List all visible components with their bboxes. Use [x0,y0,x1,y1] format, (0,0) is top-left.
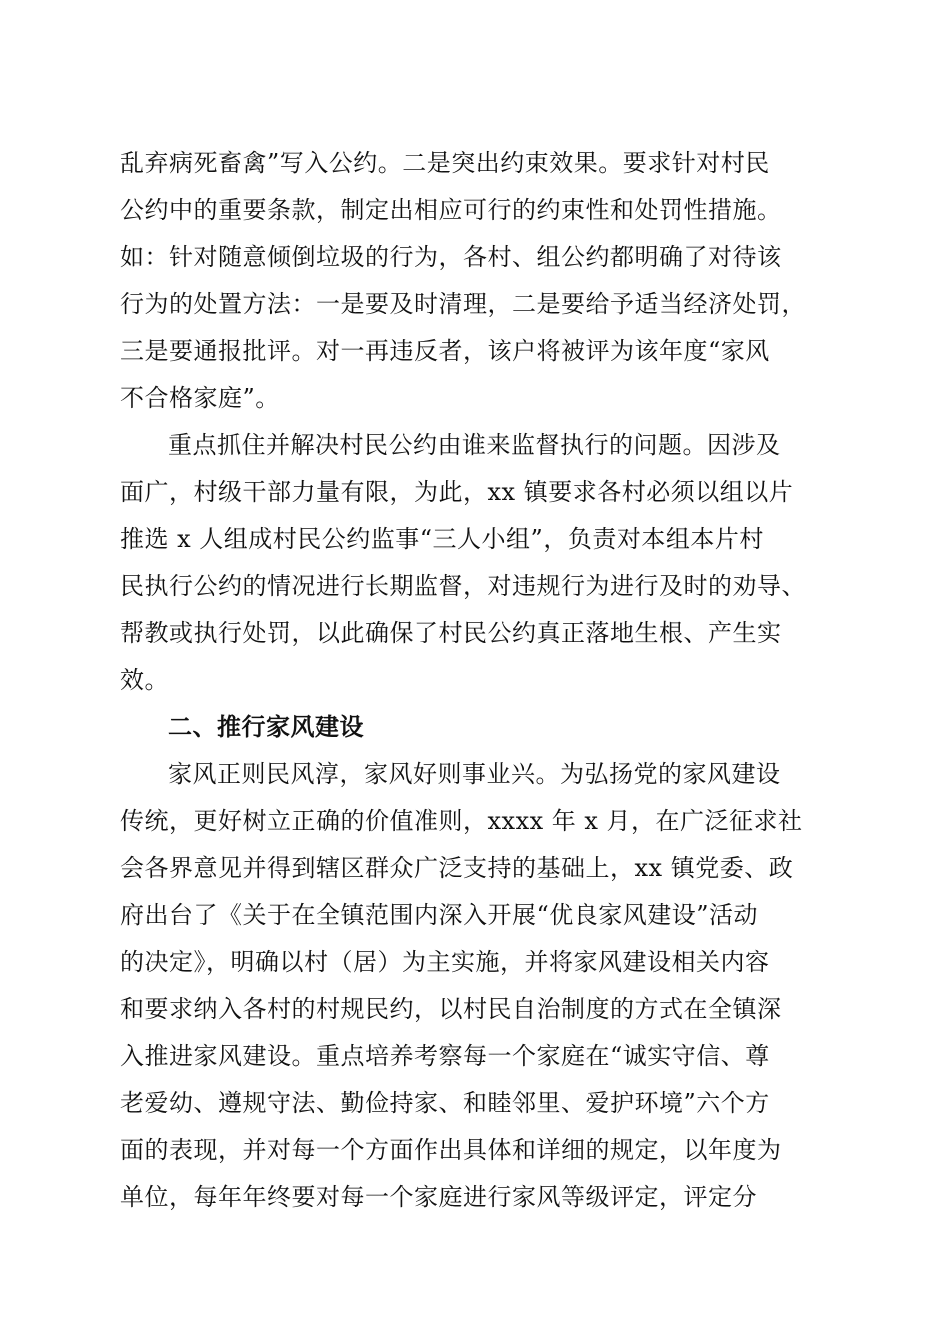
text-line: 入推进家风建设。重点培养考察每一个家庭在“诚实守信、尊 [120,1042,770,1070]
text-line: 如：针对随意倾倒垃圾的行为，各村、组公约都明确了对待该 [120,243,782,271]
text-line: 的决定》，明确以村（居）为主实施，并将家风建设相关内容 [120,948,770,976]
section-heading: 二、推行家风建设 [168,713,364,741]
text-line: 帮教或执行处罚，以此确保了村民公约真正落地生根、产生实 [120,619,782,647]
text-line: 面广，村级干部力量有限，为此，xx 镇要求各村必须以组以片 [120,478,794,506]
text-line: 和要求纳入各村的村规民约，以村民自治制度的方式在全镇深 [120,995,782,1023]
document-body [120,140,832,1221]
text-line: 老爱幼、遵规守法、勤俭持家、和睦邻里、爱护环境”六个方 [120,1089,770,1117]
text-line: 三是要通报批评。对一再违反者，该户将被评为该年度“家风 [120,337,770,365]
text-line: 乱弃病死畜禽”写入公约。二是突出约束效果。要求针对村民 [120,149,770,177]
text-line: 不合格家庭”。 [120,384,280,412]
paragraph-start-line: 重点抓住并解决村民公约由谁来监督执行的问题。因涉及 [168,431,781,459]
text-line: 行为的处置方法：一是要及时清理，二是要给予适当经济处罚， [120,290,806,318]
text-line: 民执行公约的情况进行长期监督，对违规行为进行及时的劝导、 [120,572,806,600]
paragraph-start-line: 家风正则民风淳，家风好则事业兴。为弘扬党的家风建设 [168,760,781,788]
text-line: 府出台了《关于在全镇范围内深入开展“优良家风建设”活动 [120,901,759,929]
text-line: 传统，更好树立正确的价值准则，xxxx 年 x 月，在广泛征求社 [120,807,803,835]
text-line: 面的表现，并对每一个方面作出具体和详细的规定，以年度为 [120,1136,782,1164]
text-line: 推选 x 人组成村民公约监事“三人小组”，负责对本组本片村 [120,525,764,553]
text-line: 会各界意见并得到辖区群众广泛支持的基础上，xx 镇党委、政 [120,854,794,882]
text-line: 单位，每年年终要对每一个家庭进行家风等级评定，评定分 [120,1183,757,1211]
text-line: 效。 [120,666,169,694]
text-line: 公约中的重要条款，制定出相应可行的约束性和处罚性措施。 [120,196,782,224]
